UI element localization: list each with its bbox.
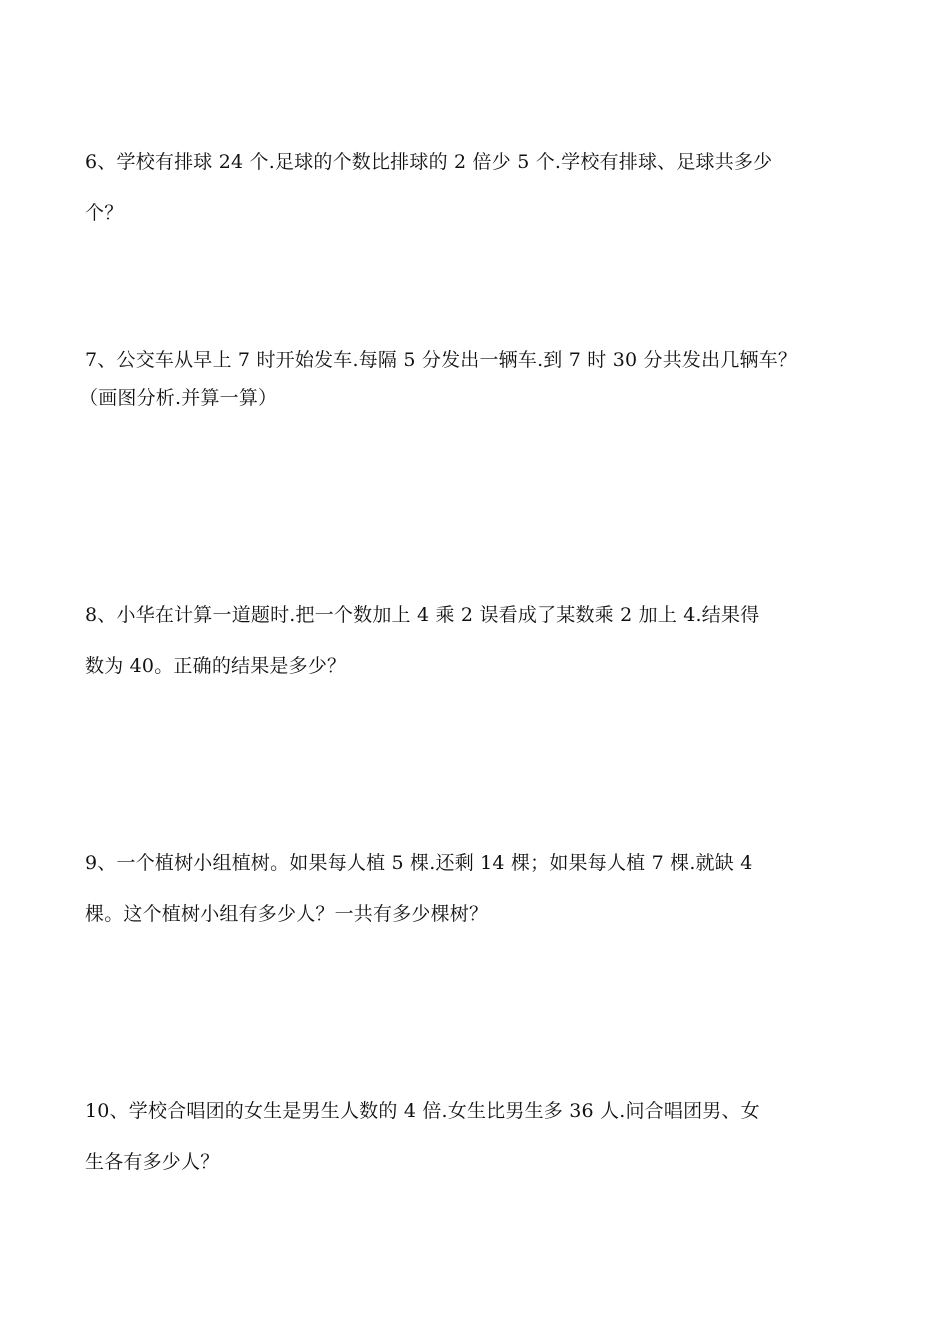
question-text-line: 7、公交车从早上 7 时开始发车.每隔 5 分发出一辆车.到 7 时 30 分共发出几辆车？ xyxy=(85,349,798,371)
question-8 xyxy=(85,603,885,678)
question-7 xyxy=(79,348,885,410)
question-text-line: 数为 40。正确的结果是多少？ xyxy=(85,655,347,677)
question-text-line: 生各有多少人？ xyxy=(85,1151,220,1173)
question-text-line: 个？ xyxy=(85,202,124,224)
question-text-line: 10、学校合唱团的女生是男生人数的 4 倍.女生比男生多 36 人.问合唱团男、女 xyxy=(85,1100,760,1122)
question-hint-line: （画图分析.并算一算） xyxy=(79,387,278,409)
question-text-line: 9、一个植树小组植树。如果每人植 5 棵.还剩 14 棵；如果每人植 7 棵.就缺 4 xyxy=(85,852,753,874)
question-text-line: 棵。这个植树小组有多少人？一共有多少棵树？ xyxy=(85,903,489,925)
question-6 xyxy=(85,150,885,225)
question-9 xyxy=(85,851,885,926)
question-text-line: 6、学校有排球 24 个.足球的个数比排球的 2 倍少 5 个.学校有排球、足球共多少 xyxy=(85,151,773,173)
question-10 xyxy=(85,1099,885,1174)
question-text-line: 8、小华在计算一道题时.把一个数加上 4 乘 2 误看成了某数乘 2 加上 4.结果得 xyxy=(85,604,760,626)
